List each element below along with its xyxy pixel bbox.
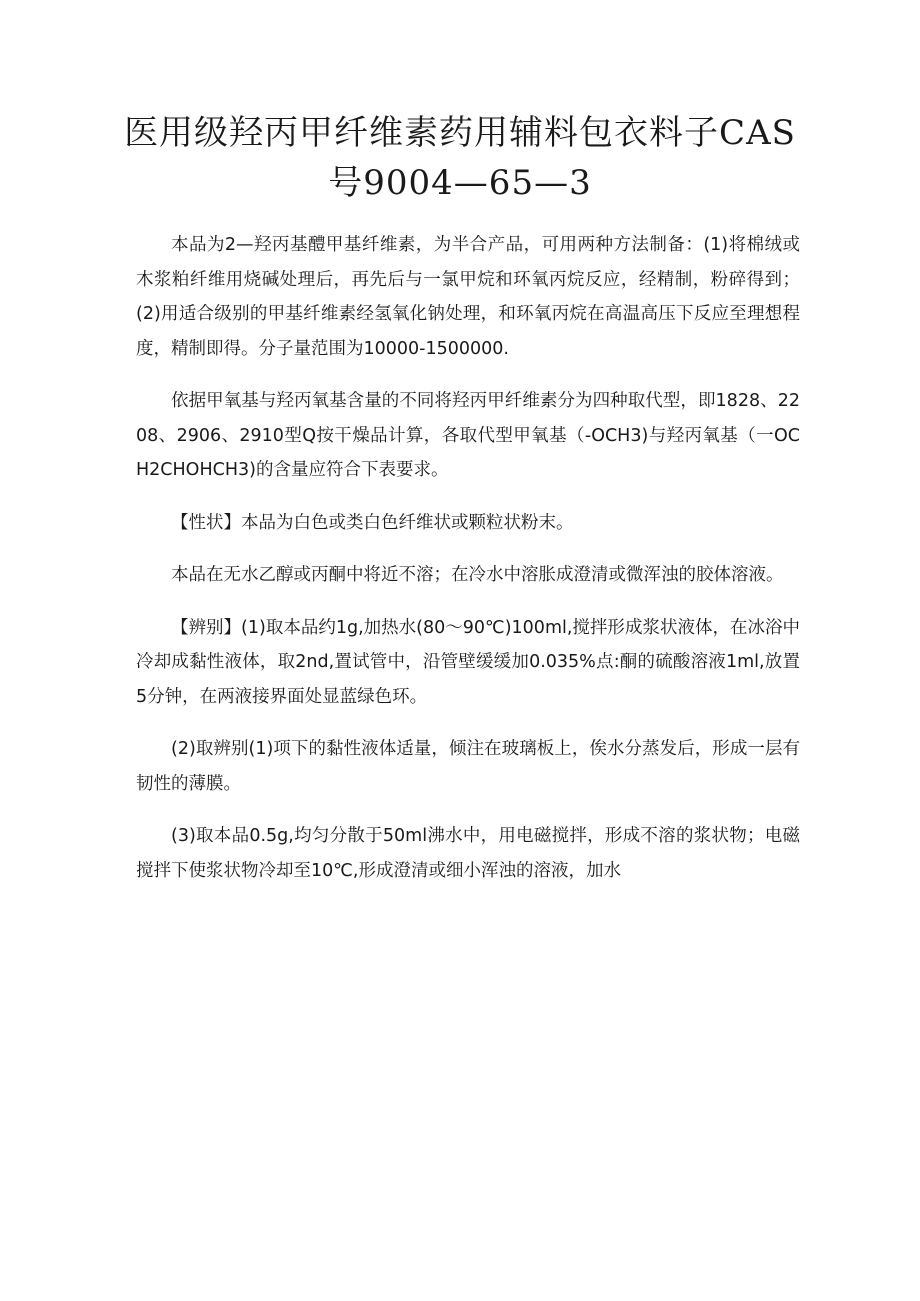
paragraph-identification-2: (2)取辨别(1)项下的黏性液体适量，倾注在玻璃板上，俟水分蒸发后，形成一层有韧性的薄膜。 bbox=[136, 739, 800, 794]
document-body bbox=[136, 228, 800, 906]
paragraph-substitution-types: 依据甲氧基与羟丙氧基含量的不同将羟丙甲纤维素分为四种取代型，即1828、2208、2906、2910型Q按干燥品计算，各取代型甲氧基（-OCH3)与羟丙氧基（一OCH2CHOHCH3)的含量应符合下表要求。 bbox=[136, 391, 800, 480]
paragraph-solubility: 本品在无水乙醇或丙酮中将近不溶；在冷水中溶胀成澄清或微浑浊的胶体溶液。 bbox=[171, 565, 784, 585]
paragraph-identification-1: 【辨别】(1)取本品约1g,加热水(80〜90℃)100ml,搅拌形成浆状液体，在冰浴中冷却成黏性液体，取2nd,置试管中，沿管壁缓缓加0.035%点:酮的硫酸溶液1ml,放置5分钟，在两液接界面处显蓝绿色环。 bbox=[136, 617, 800, 707]
paragraph-identification-3: (3)取本品0.5g,均匀分散于50ml沸水中，用电磁搅拌，形成不溶的浆状物；电磁搅拌下使浆状物冷却至10℃,形成澄清或细小浑浊的溶液，加水 bbox=[136, 826, 800, 881]
paragraph-appearance: 【性状】本品为白色或类白色纤维状或颗粒状粉末。 bbox=[171, 512, 574, 533]
document-title: 医用级羟丙甲纤维素药用辅料包衣料子CAS号9004—65—3 bbox=[124, 113, 796, 203]
paragraph-preparation: 本品为2—羟丙基醴甲基纤维素，为半合产品，可用两种方法制备：(1)将棉绒或木浆粕纤维用烧碱处理后，再先后与一氯甲烷和环氧丙烷反应，经精制，粉碎得到；(2)用适合级别的甲基纤维素经氢氧化钠处理，和环氧丙烷在高温高压下反应至理想程度，精制即得。分子量范围为10000-1500000. bbox=[136, 235, 800, 359]
